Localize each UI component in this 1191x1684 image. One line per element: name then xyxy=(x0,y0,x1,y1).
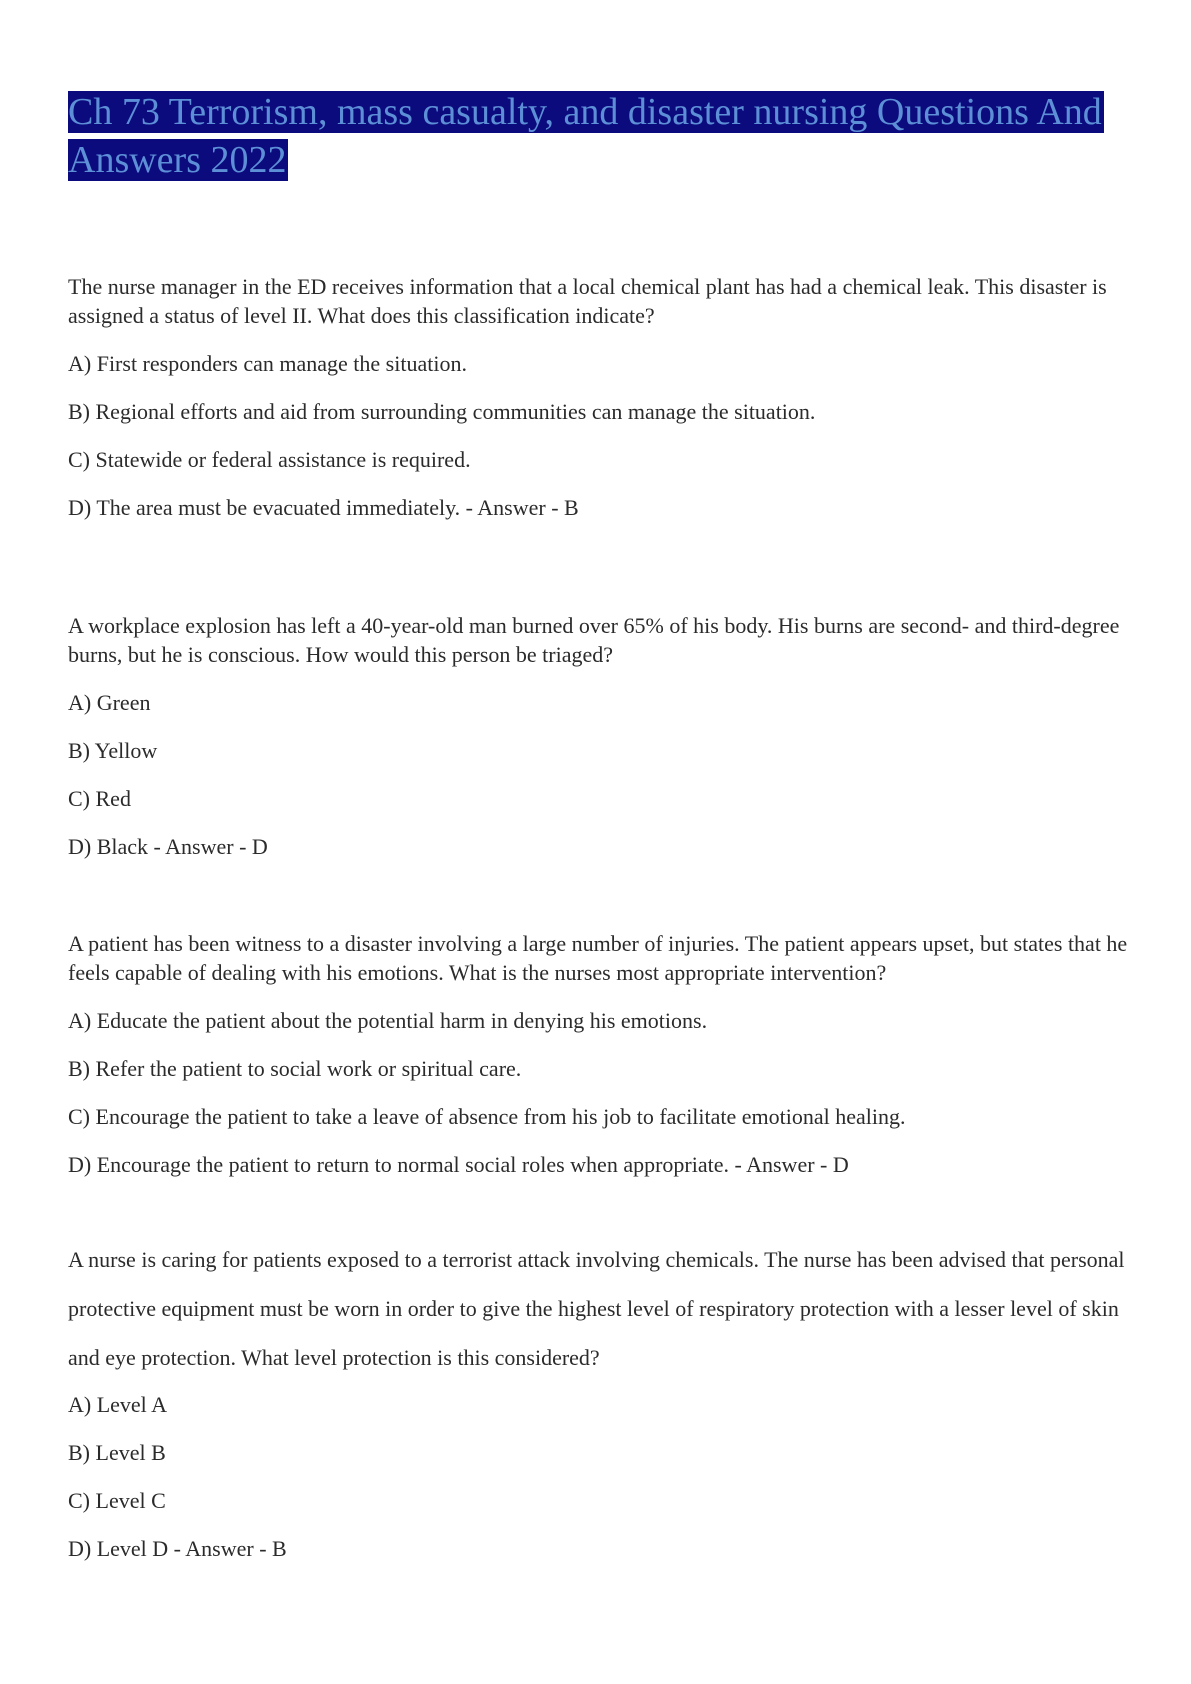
question-text: The nurse manager in the ED receives information that a local chemical plant has had a chemical leak. This disaster is assigned a status of level II. What does this classification indicate? xyxy=(68,274,1107,328)
answer-option-a: A) Green xyxy=(68,690,151,715)
answer-option-c: C) Red xyxy=(68,786,131,811)
answer-option-a: A) First responders can manage the situation. xyxy=(68,351,467,376)
answer-option-a: A) Educate the patient about the potential harm in denying his emotions. xyxy=(68,1008,708,1033)
answer-option-d: D) Encourage the patient to return to normal social roles when appropriate. - Answer - D xyxy=(68,1152,849,1177)
answer-option-d: D) Black - Answer - D xyxy=(68,834,268,859)
answer-option-a: A) Level A xyxy=(68,1392,167,1417)
question-block-3 xyxy=(68,929,1128,1179)
question-text: A workplace explosion has left a 40-year-old man burned over 65% of his body. His burns are second- and third-degree burns, but he is conscious. How would this person be triaged? xyxy=(68,613,1120,667)
answer-option-c: C) Level C xyxy=(68,1488,166,1513)
question-block-4 xyxy=(68,1235,1128,1563)
answer-option-b: B) Yellow xyxy=(68,738,158,763)
question-block-2 xyxy=(68,611,1128,861)
document-title-text: Ch 73 Terrorism, mass casualty, and disaster nursing Questions And Answers 2022 xyxy=(68,91,1102,181)
answer-option-b: B) Regional efforts and aid from surrounding communities can manage the situation. xyxy=(68,399,816,424)
answer-option-b: B) Refer the patient to social work or spiritual care. xyxy=(68,1056,522,1081)
answer-option-c: C) Encourage the patient to take a leave of absence from his job to facilitate emotional healing. xyxy=(68,1104,906,1129)
answer-option-c: C) Statewide or federal assistance is required. xyxy=(68,447,471,472)
question-text: A patient has been witness to a disaster involving a large number of injuries. The patient appears upset, but states that he feels capable of dealing with his emotions. What is the nurses most appropriate intervention? xyxy=(68,931,1128,985)
question-block-1 xyxy=(68,272,1128,522)
question-text: A nurse is caring for patients exposed to a terrorist attack involving chemicals. The nurse has been advised that personal protective equipment must be worn in order to give the highest level of respiratory protection with a lesser level of skin and eye protection. What level protection is this considered? xyxy=(68,1247,1125,1370)
answer-option-d: D) The area must be evacuated immediately. - Answer - B xyxy=(68,495,579,520)
document-title xyxy=(68,88,1128,184)
answer-option-b: B) Level B xyxy=(68,1440,166,1465)
answer-option-d: D) Level D - Answer - B xyxy=(68,1536,287,1561)
